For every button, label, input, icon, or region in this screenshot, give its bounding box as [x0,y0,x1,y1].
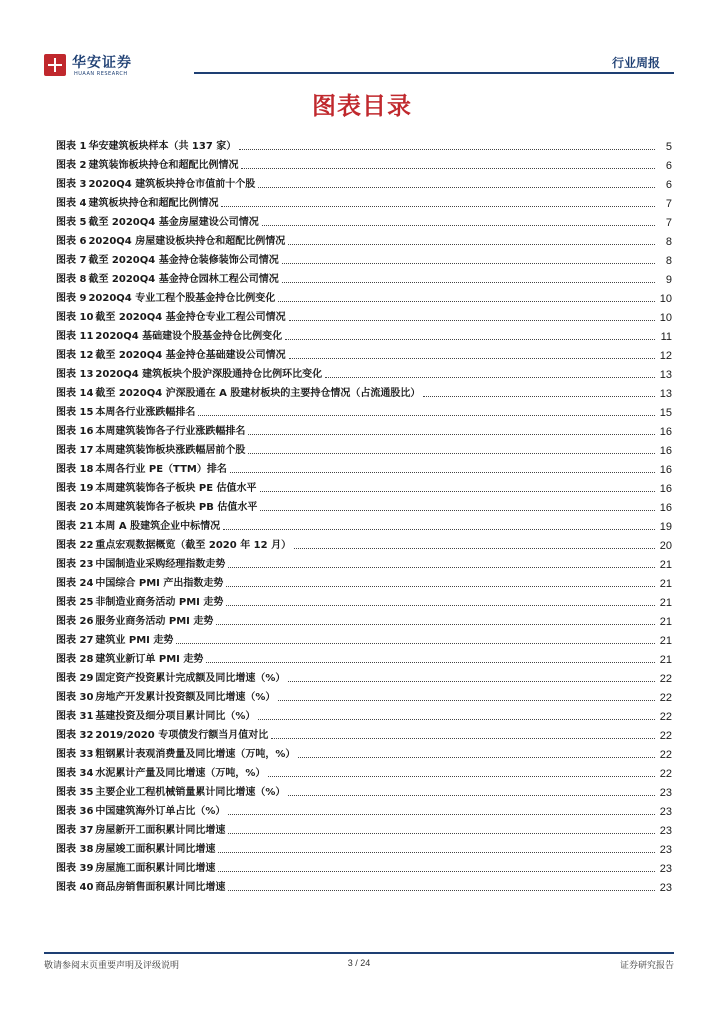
toc-entry-title: 建筑业 PMI 走势 [95,635,174,646]
toc-entry[interactable] [56,799,672,818]
toc-entry-page: 13 [659,369,672,381]
toc-entry-page: 7 [665,198,672,210]
toc-entry-number: 图表 4 [56,198,87,209]
toc-entry[interactable] [56,761,672,780]
toc-entry[interactable] [56,723,672,742]
toc-entry-page: 22 [659,711,672,723]
toc-entry-number: 图表 37 [56,825,94,836]
toc-entry-title: 建筑板块持仓和超配比例情况 [88,198,219,209]
company-logo-subtext: HUAAN RESEARCH [74,71,128,77]
toc-entry-title: 主要企业工程机械销量累计同比增速（%） [95,787,286,798]
toc-entry-page: 22 [659,730,672,742]
toc-leader-dots [260,510,655,511]
toc-entry-number: 图表 29 [56,673,94,684]
toc-leader-dots [258,187,655,188]
toc-entry[interactable] [56,875,672,894]
toc-entry-number: 图表 38 [56,844,94,855]
company-seal-icon [44,54,66,76]
toc-entry[interactable] [56,438,672,457]
toc-leader-dots [423,396,655,397]
toc-leader-dots [228,814,655,815]
toc-entry-title: 本周建筑装饰各子板块 PE 估值水平 [95,483,257,494]
toc-entry-title: 截至 2020Q4 基金持仓基础建设公司情况 [95,350,286,361]
toc-entry-page: 22 [659,673,672,685]
toc-entry-number: 图表 14 [56,388,94,399]
toc-leader-dots [239,149,655,150]
toc-entry-number: 图表 23 [56,559,94,570]
toc-entry-title: 本周 A 股建筑企业中标情况 [95,521,221,532]
toc-leader-dots [228,567,655,568]
toc-entry[interactable] [56,666,672,685]
toc-leader-dots [216,624,655,625]
toc-leader-dots [198,415,655,416]
toc-entry-page: 19 [659,521,672,533]
toc-entry-number: 图表 35 [56,787,94,798]
toc-entry[interactable] [56,609,672,628]
toc-entry-page: 23 [659,787,672,799]
toc-leader-dots [288,681,655,682]
toc-list [56,134,672,894]
toc-entry[interactable] [56,172,672,191]
toc-entry-number: 图表 27 [56,635,94,646]
toc-entry-title: 2020Q4 房屋建设板块持仓和超配比例情况 [88,236,286,247]
toc-leader-dots [288,795,655,796]
toc-entry[interactable] [56,837,672,856]
toc-leader-dots [221,206,655,207]
toc-entry-title: 非制造业商务活动 PMI 走势 [95,597,224,608]
toc-entry-page: 15 [659,407,672,419]
toc-entry[interactable] [56,628,672,647]
toc-entry-number: 图表 32 [56,730,94,741]
toc-entry-number: 图表 21 [56,521,94,532]
toc-entry-page: 20 [659,540,672,552]
toc-entry-page: 6 [665,179,672,191]
toc-leader-dots [218,852,655,853]
toc-entry-title: 重点宏观数据概览（截至 2020 年 12 月） [95,540,292,551]
toc-entry-number: 图表 15 [56,407,94,418]
toc-entry-title: 服务业商务活动 PMI 走势 [95,616,214,627]
toc-entry[interactable] [56,856,672,875]
toc-entry-title: 粗钢累计表观消费量及同比增速（万吨，%） [95,749,296,760]
toc-entry-title: 基建投资及细分项目累计同比（%） [95,711,256,722]
toc-entry-title: 水泥累计产量及同比增速（万吨，%） [95,768,266,779]
toc-entry[interactable] [56,495,672,514]
toc-entry-page: 23 [659,844,672,856]
toc-leader-dots [228,890,655,891]
toc-entry-number: 图表 17 [56,445,94,456]
toc-entry-number: 图表 9 [56,293,87,304]
toc-entry[interactable] [56,362,672,381]
toc-entry[interactable] [56,400,672,419]
toc-leader-dots [325,377,655,378]
toc-entry-page: 11 [660,331,672,343]
toc-entry-number: 图表 7 [56,255,87,266]
page-number: 3 / 24 [347,958,371,968]
report-type-label: 行业周报 [611,56,660,70]
toc-entry-page: 16 [659,445,672,457]
toc-entry[interactable] [56,780,672,799]
toc-entry-title: 2020Q4 建筑板块个股沪深股通持仓比例环比变化 [95,369,323,380]
toc-entry-number: 图表 6 [56,236,87,247]
toc-entry-title: 2020Q4 建筑板块持仓市值前十个股 [88,179,256,190]
toc-entry-title: 中国制造业采购经理指数走势 [95,559,226,570]
toc-entry-page: 16 [659,426,672,438]
toc-entry[interactable] [56,343,672,362]
toc-entry[interactable] [56,514,672,533]
toc-leader-dots [248,453,655,454]
toc-entry-page: 21 [659,616,672,628]
toc-leader-dots [268,776,655,777]
toc-entry-page: 21 [659,654,672,666]
toc-entry-number: 图表 31 [56,711,94,722]
toc-leader-dots [285,339,655,340]
toc-leader-dots [241,168,655,169]
toc-entry-page: 21 [659,559,672,571]
toc-leader-dots [248,434,655,435]
toc-entry-page: 23 [659,806,672,818]
toc-entry-page: 8 [665,236,672,248]
toc-entry-title: 2020Q4 专业工程个股基金持仓比例变化 [88,293,276,304]
toc-entry[interactable] [56,286,672,305]
toc-entry-title: 截至 2020Q4 基金持仓装修装饰公司情况 [88,255,279,266]
toc-entry-number: 图表 30 [56,692,94,703]
toc-entry-number: 图表 22 [56,540,94,551]
toc-entry-page: 10 [659,312,672,324]
toc-entry[interactable] [56,647,672,666]
toc-entry-title: 商品房销售面积累计同比增速 [95,882,226,893]
toc-entry-page: 16 [659,464,672,476]
toc-entry-title: 本周建筑装饰各子行业涨跌幅排名 [95,426,246,437]
toc-entry-title: 2020Q4 基础建设个股基金持仓比例变化 [95,331,283,342]
toc-entry-title: 房屋新开工面积累计同比增速 [95,825,226,836]
toc-entry[interactable] [56,704,672,723]
toc-entry-page: 10 [659,293,672,305]
toc-entry-number: 图表 39 [56,863,94,874]
toc-entry-number: 图表 28 [56,654,94,665]
toc-entry-number: 图表 40 [56,882,94,893]
toc-title: 图表目录 [312,92,412,120]
toc-entry-title: 房地产开发累计投资额及同比增速（%） [95,692,276,703]
report-label: 证券研究报告 [619,961,674,971]
toc-entry-number: 图表 13 [56,369,94,380]
toc-entry[interactable] [56,590,672,609]
toc-leader-dots [262,225,655,226]
toc-entry-title: 本周各行业 PE（TTM）排名 [95,464,227,475]
toc-leader-dots [278,301,655,302]
company-logo-text: 华安证券 [72,55,132,71]
toc-entry-number: 图表 36 [56,806,94,817]
toc-entry-page: 13 [659,388,672,400]
toc-entry-number: 图表 19 [56,483,94,494]
toc-entry-number: 图表 2 [56,160,87,171]
toc-entry-page: 23 [659,863,672,875]
toc-entry[interactable] [56,552,672,571]
toc-entry-page: 22 [659,768,672,780]
toc-leader-dots [206,662,655,663]
toc-entry-page: 21 [659,578,672,590]
toc-entry-title: 房屋施工面积累计同比增速 [95,863,216,874]
toc-entry-title: 房屋竣工面积累计同比增速 [95,844,216,855]
toc-leader-dots [294,548,655,549]
toc-entry[interactable] [56,381,672,400]
toc-entry-title: 本周各行业涨跌幅排名 [95,407,196,418]
toc-entry-number: 图表 11 [56,331,94,342]
toc-entry-number: 图表 10 [56,312,94,323]
toc-entry-page: 8 [665,255,672,267]
toc-leader-dots [282,282,655,283]
toc-leader-dots [260,491,655,492]
toc-entry[interactable] [56,305,672,324]
toc-entry-page: 5 [665,141,672,153]
toc-entry-page: 16 [659,483,672,495]
toc-entry-title: 中国建筑海外订单占比（%） [95,806,226,817]
toc-entry-number: 图表 33 [56,749,94,760]
header-divider [194,72,674,74]
toc-leader-dots [298,757,655,758]
toc-leader-dots [176,643,655,644]
toc-entry-number: 图表 1 [56,141,87,152]
toc-entry[interactable] [56,419,672,438]
toc-entry-page: 12 [659,350,672,362]
toc-entry[interactable] [56,229,672,248]
toc-entry-number: 图表 26 [56,616,94,627]
toc-entry-title: 华安建筑板块样本（共 137 家） [88,141,237,152]
toc-entry[interactable] [56,742,672,761]
toc-entry-title: 截至 2020Q4 沪深股通在 A 股建材板块的主要持仓情况（占流通股比） [95,388,421,399]
toc-entry-number: 图表 3 [56,179,87,190]
toc-entry-number: 图表 16 [56,426,94,437]
toc-entry-number: 图表 20 [56,502,94,513]
toc-entry[interactable] [56,134,672,153]
toc-entry[interactable] [56,210,672,229]
toc-leader-dots [228,833,655,834]
toc-entry-number: 图表 12 [56,350,94,361]
toc-entry-number: 图表 5 [56,217,87,228]
toc-entry-page: 22 [659,692,672,704]
toc-entry-title: 截至 2020Q4 基金房屋建设公司情况 [88,217,259,228]
toc-entry-title: 建筑装饰板块持仓和超配比例情况 [88,160,239,171]
toc-entry-title: 建筑业新订单 PMI 走势 [95,654,204,665]
toc-entry-page: 16 [659,502,672,514]
disclaimer-note: 敬请参阅末页重要声明及评级说明 [44,961,180,971]
toc-entry[interactable] [56,457,672,476]
toc-entry[interactable] [56,818,672,837]
toc-entry-title: 中国综合 PMI 产出指数走势 [95,578,224,589]
toc-entry-title: 2019/2020 专项债发行额当月值对比 [95,730,269,741]
toc-entry[interactable] [56,533,672,552]
toc-entry-page: 6 [665,160,672,172]
toc-entry-page: 23 [659,882,672,894]
toc-leader-dots [282,263,655,264]
toc-entry-title: 固定资产投资累计完成额及同比增速（%） [95,673,286,684]
toc-entry[interactable] [56,324,672,343]
toc-entry-page: 7 [665,217,672,229]
toc-entry[interactable] [56,476,672,495]
page-header [44,52,674,82]
toc-entry-number: 图表 18 [56,464,94,475]
toc-entry[interactable] [56,153,672,172]
footer-divider [44,952,674,954]
toc-entry-page: 9 [665,274,672,286]
toc-entry[interactable] [56,571,672,590]
toc-entry-title: 截至 2020Q4 基金持仓专业工程公司情况 [95,312,286,323]
toc-entry-page: 21 [659,635,672,647]
toc-entry[interactable] [56,267,672,286]
toc-leader-dots [271,738,655,739]
toc-entry-page: 23 [659,825,672,837]
toc-leader-dots [289,320,655,321]
toc-leader-dots [230,472,655,473]
toc-leader-dots [289,358,655,359]
toc-entry-number: 图表 25 [56,597,94,608]
toc-leader-dots [226,586,655,587]
toc-entry-title: 截至 2020Q4 基金持仓园林工程公司情况 [88,274,279,285]
toc-entry-title: 本周建筑装饰板块涨跌幅居前个股 [95,445,246,456]
toc-leader-dots [218,871,655,872]
toc-entry-number: 图表 24 [56,578,94,589]
toc-leader-dots [278,700,655,701]
toc-entry-number: 图表 34 [56,768,94,779]
toc-entry-number: 图表 8 [56,274,87,285]
toc-leader-dots [223,529,655,530]
toc-entry-page: 22 [659,749,672,761]
toc-entry-title: 本周建筑装饰各子板块 PB 估值水平 [95,502,258,513]
toc-entry[interactable] [56,248,672,267]
toc-entry[interactable] [56,191,672,210]
toc-leader-dots [226,605,655,606]
toc-entry-page: 21 [659,597,672,609]
toc-leader-dots [288,244,655,245]
toc-entry[interactable] [56,685,672,704]
toc-leader-dots [258,719,655,720]
